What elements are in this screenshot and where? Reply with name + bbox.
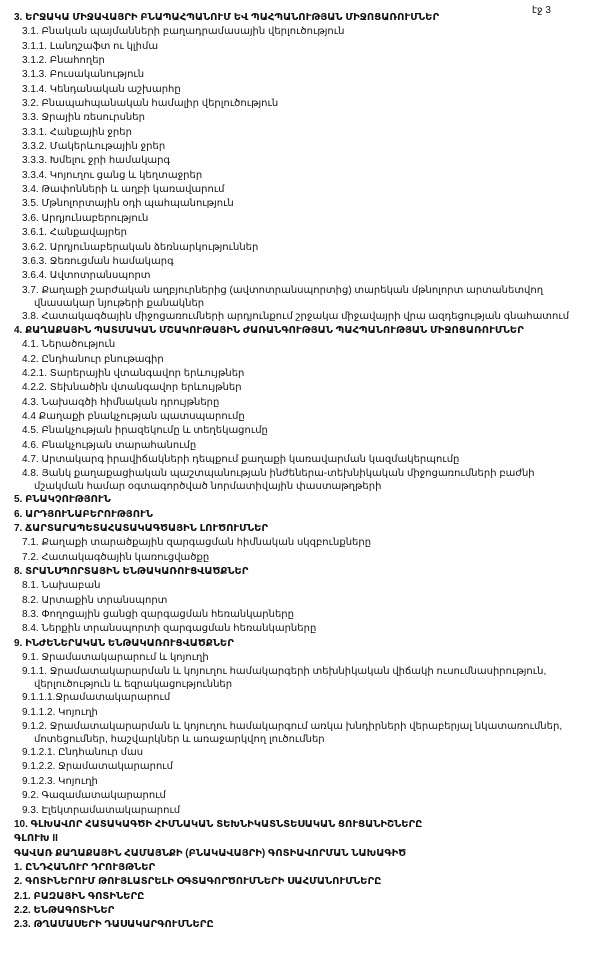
toc-entry: ԳԼՈՒԽ II <box>14 833 58 845</box>
toc-entry: 4.2.1. Տարերային վտանգավոր երևույթներ <box>22 367 245 379</box>
toc-entry: 3. ԵՐՋԱԿԱ ՄԻՋԱՎԱՅՐԻ ԲՆԱՊԱՀՊԱՆՈՒՄ ԵՎ ՊԱՀՊԱՆՈՒԹՅԱՆ ՄԻՋՈՑԱՌՈՒՄՆԵՐ <box>14 12 440 23</box>
toc-entry: 9.1.1.2. Կոյուղի <box>22 706 98 718</box>
toc-entry: 9.1.2.3. Կոյուղի <box>22 775 98 787</box>
toc-entry: 3.6. Արդյունաբերություն <box>22 212 149 224</box>
toc-entry: 3.8. Հատակագծային միջոցառումների արդյունքում շրջակա միջավայրի վրա ազդեցության գնահատում <box>22 310 570 322</box>
toc-entry: 4.7. Արտակարգ իրավիճակների դեպքում քաղաքի կառավարման կազմակերպումը <box>22 453 460 465</box>
toc-entry: 3.3.4. Կոյուղու ցանց և կեղտաջրեր <box>22 169 203 181</box>
toc-entry: 9.3. Էլեկտրամատակարարում <box>22 804 181 816</box>
toc-entry: 3.1. Բնական պայմանների բաղադրամասային վերլուծություն <box>22 26 345 38</box>
toc-entry: 3.3.1. Հանքային ջրեր <box>22 126 132 138</box>
toc-entry: ԳԱՎԱՌ ՔԱՂԱՔԱՅԻՆ ՀԱՄԱՅՆՔԻ (ԲՆԱԿԱՎԱՅՐԻ) ԳՈՏԻԱՎՈՐՄԱՆ ՆԱԽԱԳԻԾ <box>14 847 407 859</box>
toc-entry: 3.4. Թափոնների և աղբի կառավարում <box>22 184 225 196</box>
toc-entry: 3.1.3. Բուսականություն <box>22 69 145 81</box>
toc-entry: 2. ԳՈՏԻՆԵՐՈՒՄ ԹՈՒՅԼԱՏՐԵԼԻ ՕԳՏԱԳՈՐԾՈՒՄՆԵՐԻ ՍԱՀՄԱՆՈՒՄՆԵՐԸ <box>14 876 382 888</box>
toc-entry: 3.6.1. Հանքավայրեր <box>22 227 127 239</box>
toc-entry: 3.1.2. Բնահողեր <box>22 55 105 67</box>
toc-entry: 8.3. Փողոցային ցանցի զարգացման հեռանկարները <box>22 609 294 621</box>
toc-entry: 4.2. Ընդհանուր բնութագիր <box>22 353 164 365</box>
toc-entry: 3.6.2. Արդյունաբերական ձեռնարկություններ <box>22 241 259 253</box>
toc-entry: 3.2. Բնապահպանական համալիր վերլուծություն <box>22 98 279 110</box>
toc-entry: 4. ՔԱՂԱՔԱՅԻՆ ՊԱՏՄԱԿԱՆ ՄՇԱԿՈՒԹԱՅԻՆ ԺԱՌԱՆԳՈՒԹՅԱՆ ՊԱՀՊԱՆՈՒԹՅԱՆ ՄԻՋՈՑԱՌՈՒՄՆԵՐ <box>14 324 524 336</box>
toc-entry: 4.8. Յանկ քաղաքացիական պաշտպանության ինժեներա-տեխնիկական միջոցառումների բաժնի մշակման համար օգտագործված նորմատիվային փաստաթղթերի <box>22 468 535 493</box>
toc-entry: 4.6. Բնակչության տարահանումը <box>22 439 197 451</box>
toc-entry: 7.2. Հատակագծային կառուցվածքը <box>22 551 210 563</box>
toc-entry: 3.1.4. Կենդանական աշխարհը <box>22 83 181 95</box>
toc-entry: 8.4. Ներքին տրանսպորտի զարգացման հեռանկարները <box>22 623 317 635</box>
toc-entry: 9.1.2.2. Ջրամատակարարում <box>22 761 173 773</box>
toc-entry: 10. ԳԼԽԱՎՈՐ ՀԱՏԱԿԱԳԾԻ ՀԻՄՆԱԿԱՆ ՏԵԽՆԻԿԱՏՆՏԵՍԱԿԱՆ ՑՈՒՑԱՆԻՇՆԵՐԸ <box>14 818 423 830</box>
toc-entry: 9.1.1.1.Ջրամատակարարում <box>22 692 171 704</box>
toc-entry: 4.4 Քաղաքի բնակչության պատսպարումը <box>22 410 245 422</box>
table-of-contents <box>0 11 591 933</box>
toc-entry: 2.2. ԵՆԹԱԳՈՏԻՆԵՐ <box>14 904 115 916</box>
toc-entry: 9.1.2.1. Ընդհանուր մաս <box>22 747 144 759</box>
toc-entry: 3.5. Մթնոլորտային օդի պահպանություն <box>22 198 234 210</box>
toc-entry: 7. ՃԱՐՏԱՐԱՊԵՏԱՀԱՏԱԿԱԳԾԱՅԻՆ ԼՈՒԾՈՒՄՆԵՐ <box>14 523 269 534</box>
toc-entry: 1. ԸՆԴՀԱՆՈՒՐ ԴՐՈՒՅԹՆԵՐ <box>14 861 156 873</box>
toc-entry: 4.5. Բնակչության իրազեկումը և տեղեկացումը <box>22 425 268 437</box>
toc-entry: 3.1.1. Լանդշաֆտ ու կլիմա <box>22 40 159 52</box>
toc-entry: 5. ԲՆԱԿՉՈՒԹՅՈՒՆ <box>14 494 111 506</box>
toc-entry: 9.2. Գազամատակարարում <box>22 790 166 802</box>
toc-entry: 9.1.1. Ջրամատակարարման և կոյուղու համակարգերի տեխնիկական վիճակի ուսումնասիրություն, վերլուծություն և եզրակացություններ <box>22 666 547 691</box>
toc-entry: 3.7. Քաղաքի շարժական աղբյուրներից (ավտոտրանսպորտից) տարեկան մթնոլորտ արտանետվող վնասակար նյութերի քանակներ <box>22 284 544 309</box>
toc-entry: 6. ԱՐԴՅՈՒՆԱԲԵՐՈՒԹՅՈՒՆ <box>14 508 153 520</box>
toc-entry: 3.6.4. Ավտոտրանսպորտ <box>22 270 151 282</box>
toc-entry: 3.3.2. Մակերևութային ջրեր <box>22 141 166 153</box>
toc-entry: 3.3.3. Խմելու ջրի համակարգ <box>22 155 171 167</box>
toc-entry: 2.1. ԲԱԶԱՅԻՆ ԳՈՏԻՆԵՐԸ <box>14 890 145 902</box>
toc-entry: 4.2.2. Տեխնածին վտանգավոր երևույթներ <box>22 382 242 394</box>
toc-entry: 8.2. Արտաքին տրանսպորտ <box>22 594 168 606</box>
toc-entry: 2.3. ԹՂԱՄԱՍԵՐԻ ԴԱՍԱԿԱՐԳՈՒՄՆԵՐԸ <box>14 919 214 931</box>
toc-entry: 7.1. Քաղաքի տարածքային զարգացման հիմնական սկզբունքները <box>22 537 372 549</box>
page-number: էջ 3 <box>531 5 551 16</box>
toc-entry: 3.3. Ջրային ռեսուրսներ <box>22 112 145 124</box>
toc-entry: 3.6.3. Ջեռուցման համակարգ <box>22 255 174 267</box>
toc-entry: 8. ՏՐԱՆՍՊՈՐՏԱՅԻՆ ԵՆԹԱԿԱՌՈՒՑՎԱԾՔՆԵՐ <box>14 566 249 578</box>
toc-entry: 9.1.2. Ջրամատակարարման և կոյուղու համակարգում առկա խնդիրների վերաբերյալ նկատառումներ, մոտեցումներ, հաշվարկներ և առաջարկվող լուծումներ <box>22 721 563 746</box>
toc-entry: 9. ԻՆԺԵՆԵՐԱԿԱՆ ԵՆԹԱԿԱՌՈՒՑՎԱԾՔՆԵՐ <box>14 637 234 649</box>
toc-entry: 8.1. Նախաբան <box>22 580 101 592</box>
toc-entry: 4.3. Նախագծի հիմնական դրույթները <box>22 396 220 408</box>
toc-entry: 4.1. Ներածություն <box>22 339 116 351</box>
toc-entry: 9.1. Ջրամատակարարում և կոյուղի <box>22 652 209 664</box>
